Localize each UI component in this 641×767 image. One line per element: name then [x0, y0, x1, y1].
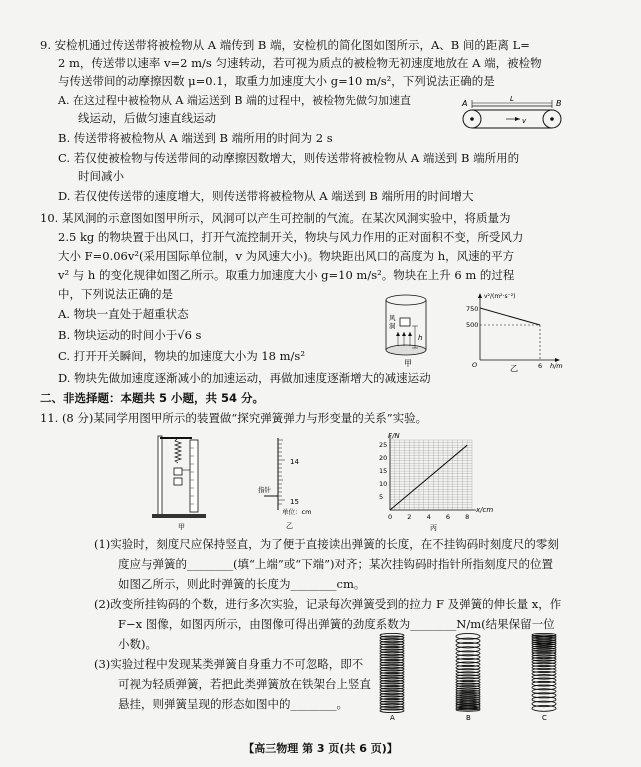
q9-option-c-cont: 时间减小: [78, 169, 124, 183]
q11-sub2-line2: F−x 图像，如图丙所示，由图像可得出弹簧的劲度系数为________N/m(结果保留一位: [118, 617, 555, 631]
ruler-reading-figure: [258, 434, 324, 532]
q9-option-d: D. 若仅使传送带的速度增大，则传送带将被检物从 A 端送到 B 端所用的时间增大: [58, 189, 474, 203]
label-v: v: [522, 117, 527, 125]
y-tick-label: 25: [379, 441, 388, 450]
y-tick-label: 5: [379, 493, 384, 502]
q11-sub3-line3: 悬挂，则弹簧呈现的形态如图中的________。: [118, 697, 348, 711]
y-tick-label: 10: [379, 480, 388, 489]
caption-jia-q11: 甲: [178, 523, 185, 531]
q11-sub1-line1: (1)实验时，刻度尺应保持竖直，为了便于直接读出弹簧的长度，在不挂钩码时刻度尺的零刻: [94, 537, 559, 551]
q10-option-a: A. 物块一直处于超重状态: [58, 307, 189, 321]
spring-a: [380, 633, 404, 712]
q11-sub3-line2: 可视为轻质弹簧，若把此类弹簧放在铁架台上竖直: [118, 677, 371, 691]
pointer-label: 指针: [258, 486, 271, 494]
q10-line-1: 10. 某风洞的示意图如图甲所示，风洞可以产生可控制的气流。在某次风洞实验中，将质量为: [40, 211, 511, 225]
q9-option-c: C. 若仅使被检物与传送带间的动摩擦因数增大，则传送带将被检物从 A 端送到 B 端所用的: [58, 151, 520, 165]
caption-yi-q10: 乙: [510, 364, 518, 372]
spring-c-label: C: [542, 714, 547, 722]
wind-label: 风洞: [389, 314, 396, 330]
label-l: L: [510, 95, 514, 103]
q11-title: 11. (8 分)某同学用图甲所示的装置做“探究弹簧弹力与形变量的关系”实验。: [40, 411, 428, 425]
unit-label: 单位：cm: [282, 508, 312, 516]
q11-sub2-line1: (2)改变所挂钩码的个数，进行多次实验，记录每次弹簧受到的拉力 F 及弹簧的伸长量 x，作: [94, 597, 562, 611]
spring-c: [532, 633, 556, 711]
spring-b-label: B: [466, 714, 471, 722]
tick-14: 14: [290, 458, 299, 466]
caption-jia-q10: 甲: [404, 359, 412, 368]
y-tick-label: 20: [379, 454, 388, 463]
caption-yi-q11: 乙: [286, 522, 293, 530]
q9-line-2: 2 m，传送带以速率 v=2 m/s 匀速转动，若可视为质点的被检物无初速度地放在 A 端，被检物: [58, 56, 542, 70]
page-footer: 【高三物理 第 3 页(共 6 页)】: [243, 742, 398, 755]
h-label: h: [418, 334, 423, 342]
graph-xlabel: h/m: [550, 362, 563, 370]
q11-sub1-line2: 度应与弹簧的________(填“上端”或“下端”)对齐；某次挂钩码时指针所指刻度尺的位置: [118, 557, 553, 571]
x-tick-label: 8: [465, 513, 470, 521]
q9-option-a-cont: 线运动，后做匀速直线运动: [78, 111, 216, 125]
origin-o: O: [472, 361, 478, 369]
q9-option-b: B. 传送带将被检物从 A 端送到 B 端所用的时间为 2 s: [58, 131, 333, 145]
q11-sub3-line1: (3)实验过程中发现某类弹簧自身重力不可忽略，即不: [94, 657, 364, 671]
conveyor-belt-figure: [458, 94, 568, 132]
q11-sub1-line3: 如图乙所示，则此时弹簧的长度为________cm。: [118, 577, 366, 591]
q10-line-4: v² 与 h 的变化规律如图乙所示。取重力加速度大小 g=10 m/s²。物块在上升 6 m 的过程: [58, 268, 515, 282]
q10-option-c: C. 打开开关瞬间，物块的加速度大小为 18 m/s²: [58, 349, 305, 363]
spring-stand-figure: [152, 432, 214, 532]
x-tick-label: 4: [426, 513, 431, 521]
chart-xlabel: x/cm: [476, 506, 494, 514]
label-a: A: [462, 99, 468, 108]
tick-750: 750: [466, 305, 479, 313]
spring-coil: [380, 709, 404, 713]
wind-tunnel-figure: [378, 292, 438, 370]
spring-b: [456, 633, 480, 711]
caption-bing-q11: 丙: [430, 524, 437, 532]
v2-h-graph: [458, 290, 570, 372]
x-tick-label: 2: [407, 513, 412, 521]
q10-line-5: 中，下列说法正确的是: [58, 287, 173, 301]
q10-line-3: 大小 F=0.06v²(采用国际单位制，v 为风速大小)。物块距出风口的高度为 h，风速的平方: [58, 249, 515, 263]
q9-option-a: A. 在这过程中被检物从 A 端运送到 B 端的过程中，被检物先做匀加速直: [58, 94, 411, 107]
x-tick-label: 6: [445, 513, 451, 521]
q9-line-3: 与传送带间的动摩擦因数 μ=0.1，取重力加速度大小 g=10 m/s²，下列说法正确的是: [58, 74, 495, 88]
tick-500: 500: [466, 321, 479, 329]
q10-option-d: D. 物块先做加速度逐渐减小的加速运动，再做加速度逐渐增大的减速运动: [58, 371, 431, 385]
section-heading: 二、非选择题：本题共 5 小题，共 54 分。: [40, 391, 265, 405]
y-tick-label: 15: [379, 467, 388, 476]
tick-6: 6: [538, 362, 543, 370]
q9-line-1: 9. 安检机通过传送带将被检物从 A 端传到 B 端，安检机的简化图如图所示，A、B 间的距离 L=: [40, 38, 530, 52]
label-b: B: [556, 99, 562, 108]
q10-option-b: B. 物块运动的时间小于√6 s: [58, 328, 202, 342]
chart-ylabel: F/N: [388, 432, 400, 440]
tick-15: 15: [290, 498, 299, 506]
springs-figure: [378, 630, 568, 722]
graph-ylabel: v²/(m²·s⁻²): [484, 293, 516, 300]
spring-a-label: A: [390, 714, 395, 722]
x-tick-label: 0: [388, 513, 393, 521]
f-x-chart: [368, 430, 498, 534]
q10-line-2: 2.5 kg 的物块置于出风口，打开气流控制开关，物块与风力作用的正对面积不变，所受风力: [58, 230, 524, 244]
q11-sub2-line3: 小数)。: [118, 637, 157, 651]
